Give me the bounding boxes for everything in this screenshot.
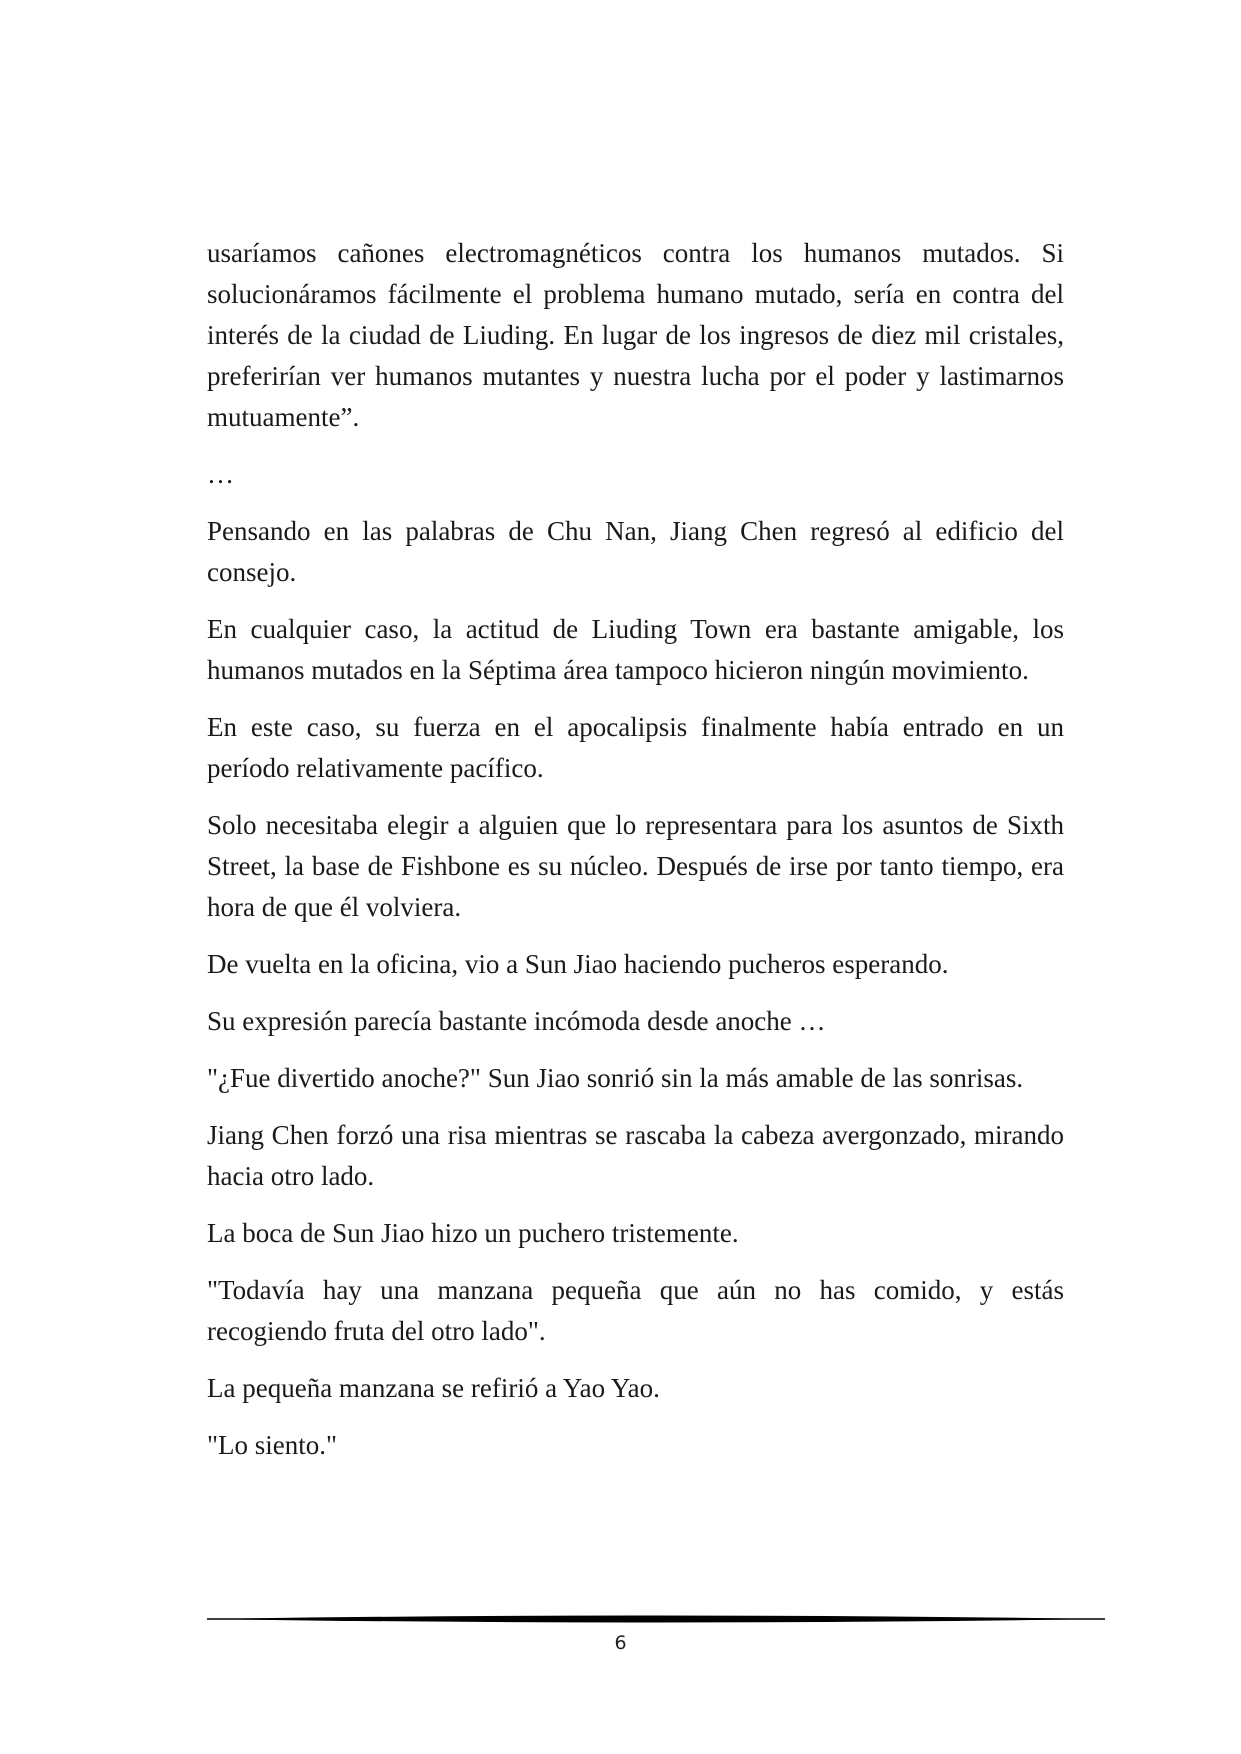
footer-divider	[207, 1612, 1105, 1626]
paragraph-9: "¿Fue divertido anoche?" Sun Jiao sonrió sin la más amable de las sonrisas.	[207, 1063, 1024, 1093]
paragraph-4: En cualquier caso, la actitud de Liuding Town era bastante amigable, los humanos mutados en la Séptima área tampoco hicieron ningún movimiento.	[207, 614, 1064, 685]
paragraph-8: Su expresión parecía bastante incómoda desde anoche …	[207, 1006, 826, 1036]
paragraph-5: En este caso, su fuerza en el apocalipsis finalmente había entrado en un período relativamente pacífico.	[207, 712, 1064, 783]
paragraph-14: "Lo siento."	[207, 1430, 338, 1460]
paragraph-12: "Todavía hay una manzana pequeña que aún no has comido, y estás recogiendo fruta del otro lado".	[207, 1275, 1064, 1346]
paragraph-11: La boca de Sun Jiao hizo un puchero tristemente.	[207, 1218, 739, 1248]
page-number: 6	[614, 1632, 627, 1654]
paragraph-2: …	[207, 459, 234, 489]
paragraph-10: Jiang Chen forzó una risa mientras se rascaba la cabeza avergonzado, mirando hacia otro lado.	[207, 1120, 1064, 1191]
paragraph-7: De vuelta en la oficina, vio a Sun Jiao haciendo pucheros esperando.	[207, 949, 949, 979]
paragraph-3: Pensando en las palabras de Chu Nan, Jiang Chen regresó al edificio del consejo.	[207, 516, 1064, 587]
body-text	[207, 233, 1064, 1482]
paragraph-13: La pequeña manzana se refirió a Yao Yao.	[207, 1373, 660, 1403]
paragraph-1: usaríamos cañones electromagnéticos contra los humanos mutados. Si solucionáramos fácilmente el problema humano mutado, sería en contra del interés de la ciudad de Liuding. En lugar de los ingresos de diez mil cristales, preferirían ver humanos mutantes y nuestra lucha por el poder y lastimarnos mutuamente”.	[207, 238, 1064, 432]
paragraph-6: Solo necesitaba elegir a alguien que lo representara para los asuntos de Sixth Street, la base de Fishbone es su núcleo. Después de irse por tanto tiempo, era hora de que él volviera.	[207, 810, 1064, 922]
